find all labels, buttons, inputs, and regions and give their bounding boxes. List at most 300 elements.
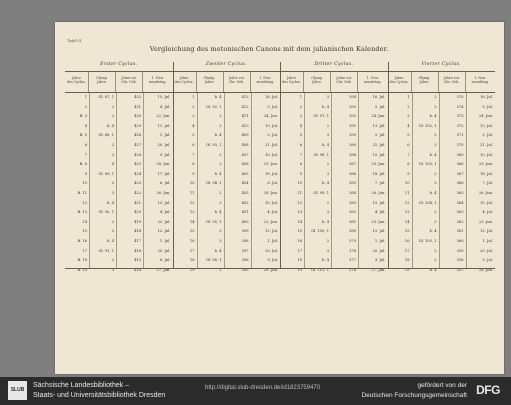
column-rule [143,93,144,268]
table-row [173,131,281,141]
table-row [388,189,496,199]
olympiad-cell: Ol. 101, 1 [311,267,329,272]
column-header-row [173,71,281,93]
olympiad-cell: b. 4 [214,95,222,99]
olympiad-cell: b. 4 [429,229,437,234]
table-row [388,227,496,237]
year-bc-cell: 363 [456,210,464,215]
year-bc-cell: 371 [456,133,464,138]
cycle-year-cell: 13 [404,210,410,215]
year-bc-cell: 430 [134,114,141,119]
new-moon-cell: 21. Jul. [372,143,386,147]
year-bc-cell: 361 [456,229,464,234]
olympiad-cell: 3 [326,171,329,176]
cycle-year-cell: 2 [407,104,410,109]
cycle-year-cell: 5 [192,133,195,138]
olympiad-cell: Ol. 89, 1 [98,171,114,176]
olympiad-cell: 3 [111,191,114,195]
olympiad-cell: 2 [434,95,437,99]
year-bc-cell: 380 [349,229,356,234]
new-moon-cell: 7. Jul. [482,181,493,186]
cycle-year-cell: B. 11 [77,191,87,195]
table-row [280,208,388,218]
table-row [388,170,496,180]
column-header: 1. Neu- mondstag. [471,76,489,85]
year-bc-cell: 398 [241,239,249,243]
olympiad-cell: 2 [326,200,329,205]
table-row [388,256,496,266]
cycle-year-cell: 8 [299,162,302,167]
new-moon-cell: 24. Jun. [478,114,493,119]
new-moon-cell: 26. Jun. [371,191,386,195]
table-row [173,93,281,103]
new-moon-cell: 11. Jul. [157,123,171,128]
column-header: 1. Neu- mondstag. [364,76,382,85]
year-bc-cell: 425 [134,162,141,167]
cycle-year-cell: 11 [189,191,195,195]
column-header: Jahre vor Chr. Geb. [116,72,143,92]
year-bc-cell: 418 [134,229,141,234]
cycle-year-cell: 10 [189,181,195,186]
cycle-year-cell: 10 [297,181,302,186]
cycle-year-cell: 17 [82,248,87,253]
olympiad-cell: Ol. 93, 1 [205,143,222,147]
year-bc-cell: 364 [456,200,464,205]
new-moon-cell: 22. Jul. [157,219,171,224]
cycle-year-cell: 6 [299,143,302,147]
table-row [173,170,281,180]
table-row [388,247,496,257]
olympiad-cell: Ol. 90, 1 [98,210,114,215]
olympiad-cell: 2 [434,210,437,215]
table-row [65,93,173,103]
cycle-year-cell: 17 [189,248,195,253]
olympiad-cell: Ol. 103, 1 [418,162,437,167]
cycle-year-cell: 3 [192,114,195,119]
column-header: Jahre vor Chr. Geb. [331,72,358,92]
cycle-year-cell: 1 [192,95,195,99]
column-header: Jahre vor Chr. Geb. [224,72,251,92]
year-bc-cell: 413 [241,95,249,99]
library-name-line1: Sächsische Landesbibliothek – [33,382,130,389]
year-bc-cell: 393 [349,104,356,109]
plate-label: Tafel II. [67,38,83,43]
year-bc-cell: 374 [456,104,464,109]
cycle-year-cell: 9 [299,171,302,176]
year-bc-cell: 388 [349,152,356,157]
year-bc-cell: 379 [349,239,356,243]
cycle-year-cell: 2 [192,104,195,109]
table-row [280,122,388,132]
table-row [173,122,281,132]
column-rule [412,93,413,268]
year-bc-cell: 416 [134,248,141,253]
olympiad-cell: b. 4 [429,267,437,272]
olympiad-cell: 3 [434,143,437,147]
table-row [173,160,281,170]
table-row [65,247,173,257]
year-bc-cell: 420 [134,210,141,215]
year-bc-cell: 409 [241,133,249,138]
cycle-section [65,62,173,272]
column-header-row [280,71,388,93]
cycle-year-cell: B. 5 [79,133,87,138]
cycle-year-cell: 7 [407,152,410,157]
year-bc-cell: 431 [134,104,141,109]
new-moon-cell: 12. Jul. [480,229,493,234]
table-row [65,112,173,122]
olympiad-cell: 3 [219,123,222,128]
olympiad-cell: b. 4 [429,114,437,119]
new-moon-cell: 5. Jul. [374,104,386,109]
year-bc-cell: 366 [456,181,464,186]
olympiad-cell: Ol. 88, 1 [98,133,114,138]
olympiad-cell: 2 [326,123,329,128]
year-bc-cell: 370 [456,143,464,147]
olympiad-cell: 2 [434,133,437,138]
cycle-year-cell: 11 [297,191,302,195]
new-moon-cell: 1. Jul. [267,239,278,243]
column-header: Jahre des Cyclus. [65,72,89,92]
year-bc-cell: 373 [456,114,464,119]
table-row [173,208,281,218]
cycle-year-cell: 7 [299,152,302,157]
table-row [65,141,173,151]
table-row [280,112,388,122]
new-moon-cell: 15. Jul. [157,200,171,205]
year-bc-cell: 421 [134,200,141,205]
column-header: Olymp. Jahre. [197,72,224,92]
olympiad-cell: 3 [434,181,437,186]
new-moon-cell: 28. Jun. [156,162,171,167]
cycle-year-cell: 18 [297,258,302,263]
table-row [280,103,388,113]
table-row [388,93,496,103]
year-bc-cell: 412 [241,104,249,109]
new-moon-cell: 13. Jul. [480,123,493,128]
new-moon-cell: 1. Jul. [482,239,493,243]
new-moon-cell: 29. Jun. [371,162,386,167]
column-rule [358,93,359,268]
new-moon-cell: 12. Jul. [157,229,171,234]
olympiad-cell: 2 [219,114,222,119]
table-row [65,170,173,180]
cycle-year-cell: 3 [407,114,410,119]
cycle-year-cell: B. 8 [79,162,87,167]
new-moon-cell: 29. Jun. [478,162,493,167]
cycle-section [173,62,281,272]
table-row [280,218,388,228]
table-row [65,179,173,189]
new-moon-cell: 20. Jul. [265,248,278,253]
new-moon-cell: 29. Jun. [263,162,278,167]
permalink[interactable]: http://digital.slub-dresden.de/id1823759470 [205,385,321,391]
column-header: Jahre des Cyclus. [388,72,412,92]
cycle-year-cell: 14 [82,219,87,224]
new-moon-cell: 12. Jul. [372,229,386,234]
bottom-rule [65,268,495,269]
new-moon-cell: 8. Jul. [159,258,171,263]
year-bc-cell: 426 [134,152,141,157]
new-moon-cell: 23. Jun. [371,219,386,224]
cycle-year-cell: 9 [84,171,87,176]
olympiad-cell: Ol. 99, 1 [313,191,329,195]
olympiad-cell: Ol. 102, 1 [418,123,437,128]
scanned-page [55,22,504,374]
cycle-year-cell: 1 [299,95,302,99]
dfg-logo[interactable]: DFG [476,383,500,397]
new-moon-cell: 2. Jul. [374,133,386,138]
table-row [173,247,281,257]
olympiad-cell: 2 [111,104,114,109]
table-row [388,103,496,113]
column-rule [197,93,198,268]
cycle-year-cell: 19 [297,267,302,272]
table-row [173,112,281,122]
table-row [388,131,496,141]
table-row [65,237,173,247]
column-rule [89,93,90,268]
year-bc-cell: 405 [241,171,249,176]
olympiad-cell: b. 4 [322,143,329,147]
cycle-year-cell: 1 [407,95,410,99]
cycle-year-cell: 7 [192,152,195,157]
table-row [65,256,173,266]
cycle-year-cell: 17 [297,248,302,253]
olympiad-cell: Ol. 92, 1 [205,104,222,109]
cycle-year-cell: 12 [82,200,87,205]
olympiad-cell: 3 [434,104,437,109]
column-rule [331,93,332,268]
new-moon-cell: 6. Jul. [159,181,171,186]
cycle-year-cell: 1 [84,95,87,99]
year-bc-cell: 386 [349,171,356,176]
year-bc-cell: 378 [349,248,356,253]
olympiad-cell: 3 [111,267,114,272]
new-moon-cell: 1. Jul. [159,133,171,138]
table-row [388,112,496,122]
cycle-year-cell: 19 [189,267,195,272]
table-row [280,93,388,103]
year-bc-cell: 415 [134,258,141,263]
year-bc-cell: 417 [134,239,141,243]
new-moon-cell: 23. Jun. [263,219,278,224]
cycle-year-cell: 15 [189,229,195,234]
column-rule [224,93,225,268]
library-name-line2: Staats- und Universitätsbibliothek Dresden [33,392,166,399]
section-rule [280,62,281,268]
cycle-year-cell: 15 [82,229,87,234]
column-rule [466,93,467,268]
year-bc-cell: 432 [134,95,141,99]
olympiad-cell: b. 4 [214,171,222,176]
year-bc-cell: 401 [241,210,249,215]
cycle-year-cell: B. 13 [77,210,87,215]
cycle-year-cell: 15 [404,229,410,234]
new-moon-cell: 10. Jul. [265,152,278,157]
table-title: Vergleichung des metonischen Canons mit dem julianischen Kalender. [149,45,389,53]
new-moon-cell: 9. Jul. [482,258,493,263]
table-row [280,179,388,189]
year-bc-cell: 382 [349,210,356,215]
table-row [280,227,388,237]
new-moon-cell: 10. Jul. [480,152,493,157]
year-bc-cell: 414 [134,267,141,272]
olympiad-cell: 2 [219,267,222,272]
olympiad-cell: 2 [326,239,329,243]
table-row [173,218,281,228]
slub-logo-text: SLUB [10,387,25,393]
column-header: 1. Neu- mondstag. [256,76,274,85]
cycle-year-cell: 3 [299,114,302,119]
cycle-year-cell: 5 [299,133,302,138]
new-moon-cell: 16. Jul. [480,95,493,99]
year-bc-cell: 372 [456,123,464,128]
olympiad-cell: 2 [111,143,114,147]
year-bc-cell: 422 [134,191,141,195]
table-row [280,170,388,180]
cycle-year-cell: 10 [404,181,410,186]
table-row [388,151,496,161]
olympiad-cell: Ol. 87, 1 [98,95,114,99]
cycle-year-cell: 14 [404,219,410,224]
column-header: Jahre vor Chr. Geb. [439,72,466,92]
new-moon-cell: 15. Jul. [372,200,386,205]
olympiad-cell: b. 4 [214,133,222,138]
olympiad-cell: 2 [219,229,222,234]
new-moon-cell: 28. Jun. [478,267,493,272]
new-moon-cell: 15. Jul. [480,200,493,205]
cycle-year-cell: 14 [297,219,302,224]
year-bc-cell: 402 [241,200,249,205]
olympiad-cell: 3 [326,210,329,215]
cycle-year-cell: B. 19 [77,267,87,272]
olympiad-cell: Ol. 94, 1 [205,181,222,186]
olympiad-cell: 3 [219,162,222,167]
column-header-row [65,71,173,93]
olympiad-cell: Ol. 95, 1 [205,219,222,224]
funding-note-line2: Deutschen Forschungsgemeinschaft [361,392,467,399]
year-bc-cell: 362 [456,219,464,224]
new-moon-cell: 12. Jul. [265,229,278,234]
cycle-title: Erster Cyclus. [100,62,138,67]
olympiad-cell: Ol. 100, 1 [311,229,329,234]
year-bc-cell: 377 [349,258,356,263]
column-header: Jahre des Cyclus. [280,72,304,92]
year-bc-cell: 394 [349,95,356,99]
olympiad-cell: Ol. 96, 1 [205,258,222,263]
table-row [388,218,496,228]
cycle-year-cell: 9 [407,171,410,176]
year-bc-cell: 399 [241,229,249,234]
cycle-year-cell: 13 [189,210,195,215]
olympiad-cell: 2 [434,248,437,253]
new-moon-cell: 5. Jul. [482,104,493,109]
table-row [388,208,496,218]
new-moon-cell: 1. Jul. [374,239,386,243]
section-rule [388,62,389,268]
new-moon-cell: 4. Jul. [374,210,386,215]
cycle-year-cell: 18 [189,258,195,263]
new-moon-cell: 15. Jul. [265,200,278,205]
year-bc-cell: 357 [456,267,464,272]
olympiad-cell: 2 [326,162,329,167]
olympiad-cell: 2 [434,171,437,176]
olympiad-cell: 3 [111,229,114,234]
cycle-section [280,62,388,272]
table-row [280,160,388,170]
cycle-year-cell: 16 [189,239,195,243]
cycle-year-cell: 6 [407,143,410,147]
table-row [173,141,281,151]
column-header: Olymp. Jahre. [412,72,439,92]
column-rule [439,93,440,268]
cycle-year-cell: 4 [84,123,87,128]
year-bc-cell: 404 [241,181,249,186]
table-row [388,237,496,247]
table-row [173,179,281,189]
new-moon-cell: 27. Jun. [371,267,386,272]
olympiad-cell: b. 4 [322,104,329,109]
table-row [65,131,173,141]
year-bc-cell: 423 [134,181,141,186]
year-bc-cell: 411 [241,114,249,119]
new-moon-cell: 22. Jun. [156,114,171,119]
table-row [65,199,173,209]
table-row [280,199,388,209]
new-moon-cell: 24. Jun. [371,114,386,119]
cycle-year-cell: B. 16 [77,239,87,243]
new-moon-cell: 21. Jul. [480,143,493,147]
year-bc-cell: 369 [456,152,464,157]
column-rule [251,93,252,268]
new-moon-cell: 4. Jul. [267,210,278,215]
table-row [280,151,388,161]
table-row [280,256,388,266]
olympiad-cell: b. 4 [322,181,329,186]
viewer-footer [0,377,511,405]
olympiad-cell: b. 4 [107,239,114,243]
slub-logo[interactable] [8,381,27,400]
cycle-year-cell: B. 3 [79,114,87,119]
cycle-year-cell: 12 [297,200,302,205]
cycle-year-cell: 12 [404,200,410,205]
year-bc-cell: 407 [241,152,249,157]
new-moon-cell: 13. Jul. [372,123,386,128]
olympiad-cell: b. 4 [322,219,329,224]
cycle-year-cell: 10 [82,181,87,186]
year-bc-cell: 419 [134,219,141,224]
year-bc-cell: 410 [241,123,249,128]
table-row [65,227,173,237]
cycle-section [388,62,496,272]
year-bc-cell: 385 [349,181,356,186]
olympiad-cell: Ol. 97, 1 [313,114,329,119]
olympiad-cell: 3 [434,219,437,224]
new-moon-cell: 16. Jul. [265,95,278,99]
section-rule [173,62,174,268]
olympiad-cell: b. 4 [107,200,114,205]
new-moon-cell: 16. Jul. [372,95,386,99]
olympiad-cell: 2 [111,258,114,263]
cycle-year-cell: 11 [404,191,410,195]
column-header: Olymp. Jahre. [89,72,116,92]
table-row [280,247,388,257]
new-moon-cell: 18. Jul. [265,171,278,176]
cycle-year-cell: 2 [299,104,302,109]
olympiad-cell: 2 [111,181,114,186]
table-row [65,122,173,132]
